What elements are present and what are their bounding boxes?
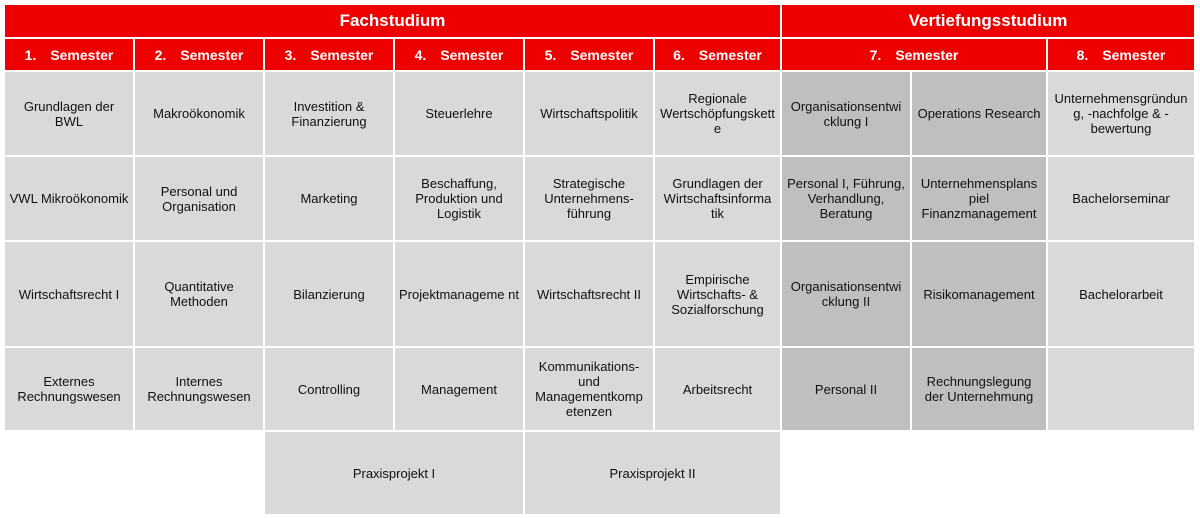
module-cell xyxy=(265,72,393,155)
module-cell xyxy=(525,157,653,240)
semester-label: Semester xyxy=(50,46,114,63)
module-label: Internes Rechnungswesen xyxy=(147,374,251,404)
module-label: Marketing xyxy=(300,191,358,206)
semester-label: Semester xyxy=(698,46,762,63)
module-label: Quantitative Methoden xyxy=(164,279,234,309)
module-cell xyxy=(5,242,133,346)
module-cell xyxy=(265,348,393,430)
module-cell xyxy=(395,157,523,240)
semester-number: 2. xyxy=(154,46,167,63)
module-label: Unternehmensgründung, -nachfolge & -bewertung xyxy=(1054,91,1188,136)
module-cell xyxy=(135,242,263,346)
semester-label: Semester xyxy=(440,46,504,63)
module-label: Projektmanageme nt xyxy=(399,286,519,302)
module-cell xyxy=(655,348,780,430)
vertiefungsstudium-label: Vertiefungsstudium xyxy=(908,11,1068,30)
module-cell xyxy=(655,242,780,346)
module-cell xyxy=(1048,242,1194,346)
module-label: Risikomanagement xyxy=(923,286,1035,302)
module-label: Personal I, Führung, Verhandlung, Beratung xyxy=(787,176,905,221)
module-label: Operations Research xyxy=(917,106,1041,121)
module-cell xyxy=(1048,157,1194,240)
module-cell xyxy=(525,348,653,430)
module-label: Personal und Organisation xyxy=(160,183,238,214)
module-label: Kommunikations- und Managementkomp etenzen xyxy=(535,359,643,419)
module-label: Wirtschaftsrecht I xyxy=(18,286,120,302)
module-label: Personal II xyxy=(814,381,878,397)
fachstudium-header xyxy=(5,5,780,37)
module-cell xyxy=(1048,72,1194,155)
module-cell xyxy=(782,157,910,240)
module-label: Management xyxy=(421,381,497,397)
module-cell xyxy=(655,157,780,240)
praxisprojekt-1 xyxy=(265,432,523,514)
module-label: Grundlagen der BWL xyxy=(23,98,115,129)
module-cell xyxy=(912,72,1046,155)
semester-label: Semester xyxy=(1102,46,1166,63)
module-cell xyxy=(135,157,263,240)
vertiefungsstudium-header xyxy=(782,5,1194,37)
module-label: Strategische Unternehmens-führung xyxy=(544,176,634,221)
module-cell xyxy=(912,157,1046,240)
module-label: Rechnungslegung der Unternehmung xyxy=(924,374,1034,404)
module-cell xyxy=(395,242,523,346)
module-cell xyxy=(782,72,910,155)
module-label: Bilanzierung xyxy=(293,286,365,302)
module-cell xyxy=(912,242,1046,346)
module-cell xyxy=(655,72,780,155)
module-label: Empirische Wirtschafts- & Sozialforschung xyxy=(671,271,764,317)
module-cell xyxy=(5,348,133,430)
semester-number: 5. xyxy=(544,46,557,63)
semester-7-header xyxy=(782,39,1046,70)
module-label: Externes Rechnungswesen xyxy=(17,374,121,404)
semester-4-header xyxy=(395,39,523,70)
semester-6-header xyxy=(655,39,780,70)
module-cell xyxy=(265,157,393,240)
semester-label: Semester xyxy=(180,46,244,63)
module-cell xyxy=(395,72,523,155)
praxisprojekt-2 xyxy=(525,432,780,514)
module-label: Steuerlehre xyxy=(425,106,493,121)
module-cell xyxy=(395,348,523,430)
fachstudium-label: Fachstudium xyxy=(339,11,446,30)
semester-number: 1. xyxy=(24,46,37,63)
semester-2-header xyxy=(135,39,263,70)
module-label: Organisationsentwi cklung II xyxy=(790,279,902,309)
module-cell xyxy=(135,72,263,155)
praxisprojekt-label: Praxisprojekt I xyxy=(352,465,436,481)
module-label: Arbeitsrecht xyxy=(682,381,753,397)
semester-label: Semester xyxy=(310,46,374,63)
module-label: Investition & Finanzierung xyxy=(291,98,367,129)
module-label: VWL Mikroökonomik xyxy=(9,191,129,206)
semester-3-header xyxy=(265,39,393,70)
semester-label: Semester xyxy=(895,46,959,63)
module-cell-empty xyxy=(1048,348,1194,430)
module-label: Bachelorarbeit xyxy=(1079,286,1163,302)
module-cell xyxy=(525,72,653,155)
module-label: Unternehmensplans piel Finanzmanagement xyxy=(920,176,1038,221)
module-cell xyxy=(135,348,263,430)
semester-number: 4. xyxy=(414,46,427,63)
module-cell xyxy=(265,242,393,346)
module-label: Wirtschaftspolitik xyxy=(540,106,638,121)
module-cell xyxy=(525,242,653,346)
module-label: Wirtschaftsrecht II xyxy=(536,286,642,302)
module-cell xyxy=(5,157,133,240)
module-label: Controlling xyxy=(297,381,361,397)
module-cell xyxy=(912,348,1046,430)
module-cell xyxy=(782,348,910,430)
module-label: Beschaffung, Produktion und Logistik xyxy=(415,176,503,221)
module-label: Regionale Wertschöpfungskette xyxy=(660,91,775,136)
module-cell xyxy=(5,72,133,155)
module-label: Bachelorseminar xyxy=(1072,191,1170,206)
module-label: Organisationsentwi cklung I xyxy=(790,98,902,129)
semester-number: 6. xyxy=(673,46,685,63)
semester-8-header xyxy=(1048,39,1194,70)
semester-number: 8. xyxy=(1076,46,1089,63)
semester-1-header xyxy=(5,39,133,70)
praxisprojekt-label: Praxisprojekt II xyxy=(609,465,696,481)
module-label: Grundlagen der Wirtschaftsinforma tik xyxy=(663,176,772,221)
semester-number: 7. xyxy=(869,46,882,63)
semester-label: Semester xyxy=(570,46,634,63)
module-cell xyxy=(782,242,910,346)
module-label: Makroökonomik xyxy=(153,106,245,121)
semester-5-header xyxy=(525,39,653,70)
semester-number: 3. xyxy=(284,46,297,63)
